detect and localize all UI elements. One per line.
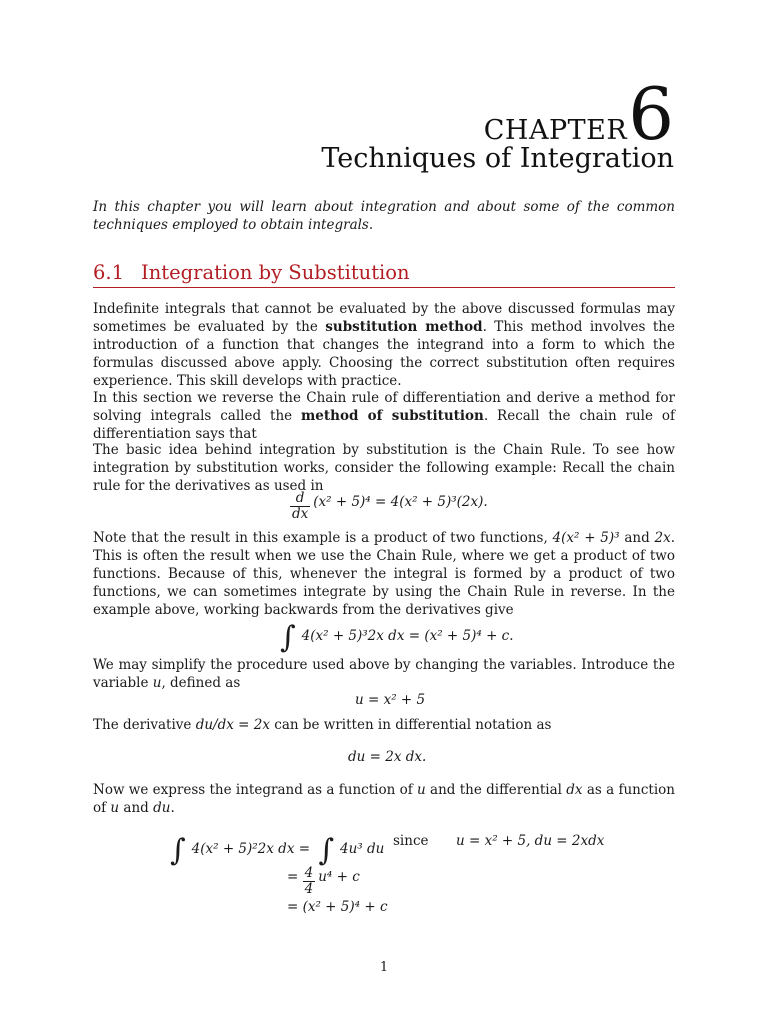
- substitution-left: 4(x² + 5)²2x dx =: [191, 841, 311, 857]
- p2-text-c: . Recall the chain rule of differentiation says that: [93, 408, 675, 442]
- paragraph-7: [93, 781, 675, 817]
- p4-math-b: 4(x² + 5)³: [552, 530, 620, 546]
- paragraph-5: [93, 656, 675, 692]
- chapter-heading: [483, 72, 674, 156]
- p7-text-a: Now we express the integrand as a function of: [93, 782, 418, 798]
- equation-substitution-line3: = (x² + 5)⁴ + c: [287, 899, 388, 915]
- chapter-number: 6: [628, 72, 674, 156]
- section-number: 6.1: [93, 261, 125, 284]
- section-title: Integration by Substitution: [141, 261, 410, 284]
- p7-text-i: .: [170, 800, 175, 816]
- p4-text-e: . This is often the result when we use the Chain Rule, where we get a product of two functions. Because of this, whenever the integral is formed by a product of two functions, we can sometimes integrate by using the Chain Rule in reverse. In the example above, working backwards from the derivatives give: [93, 530, 676, 618]
- paragraph-2: [93, 389, 675, 443]
- p7-text-c: and the differential: [425, 782, 567, 798]
- paragraph-1: [93, 300, 675, 390]
- chapter-title: Techniques of Integration: [321, 143, 674, 174]
- fraction-denominator: 4: [304, 881, 314, 897]
- substitution-line2-body: u⁴ + c: [318, 869, 360, 885]
- p2-text-a: In this section we reverse the Chain rule of differentiation and derive a method for solving integrals called the: [93, 390, 675, 424]
- fraction-d-dx: [290, 491, 310, 522]
- p6-text-c: can be written in differential notation as: [269, 717, 552, 733]
- p5-text-c: , defined as: [161, 675, 241, 691]
- p6-math-b: du/dx = 2x: [195, 717, 270, 733]
- p1-bold-term: substitution method: [325, 319, 483, 335]
- p7-math-u: u: [417, 782, 426, 798]
- integral-sign-icon: ∫: [170, 833, 186, 868]
- equation-integral-body: 4(x² + 5)³2x dx = (x² + 5)⁴ + c.: [301, 628, 514, 644]
- equation-substitution-line1: [170, 833, 384, 868]
- equation-derivative-body: (x² + 5)⁴ = 4(x² + 5)³(2x).: [313, 494, 488, 510]
- equation-integral-example: [280, 620, 514, 655]
- p7-text-e: as a function of: [93, 782, 675, 816]
- p5-math-u: u: [152, 675, 162, 691]
- paragraph-3: The basic idea behind integration by substitution is the Chain Rule. To see how integration by substitution works, consider the following example: Recall the chain rule for the derivatives as used in: [93, 442, 675, 494]
- p4-text-c: and: [619, 530, 655, 546]
- p2-bold-term: method of substitution: [301, 408, 484, 424]
- p7-math-dx: dx: [566, 782, 583, 798]
- equation-substitution-condition: u = x² + 5, du = 2xdx: [456, 833, 605, 849]
- fraction-numerator: 4: [304, 865, 314, 881]
- fraction-denominator: dx: [292, 506, 309, 522]
- p7-text-g: and: [119, 800, 154, 816]
- substitution-right: 4u³ du: [339, 841, 385, 857]
- paragraph-6: [93, 716, 675, 734]
- p6-text-a: The derivative: [93, 717, 196, 733]
- chapter-intro: In this chapter you will learn about integration and about some of the common techniques employed to obtain integrals.: [93, 199, 675, 233]
- chapter-word: CHAPTER: [483, 115, 628, 146]
- paragraph-4: [93, 529, 675, 619]
- p1-text-a: Indefinite integrals that cannot be evaluated by the above discussed formulas may sometimes be evaluated by the: [93, 301, 675, 335]
- equation-since: [393, 833, 429, 849]
- fraction-numerator: d: [290, 491, 310, 507]
- p7-math-du: du: [153, 800, 171, 816]
- integral-sign-icon: ∫: [280, 620, 296, 655]
- p7-math-u2: u: [110, 800, 120, 816]
- p1-text-c: . This method involves the introduction of a function that changes the integrand into a form to which the formulas discussed above apply. Choosing the correct substitution often requires experience. This skill develops with practice.: [93, 319, 675, 389]
- equation-derivative: [290, 491, 488, 522]
- section-heading: [93, 261, 675, 288]
- equation-differential: du = 2x dx.: [348, 749, 427, 765]
- page-number: 1: [379, 960, 389, 975]
- p4-text-a: Note that the result in this example is a product of two functions,: [93, 530, 553, 546]
- p4-math-d: 2x: [654, 530, 671, 546]
- equals-sign: =: [287, 869, 299, 885]
- fraction-4-4: [303, 866, 316, 897]
- integral-sign-icon: ∫: [318, 833, 334, 868]
- since-word: since: [393, 833, 429, 849]
- equation-u-definition: u = x² + 5: [355, 692, 426, 708]
- p5-text-a: We may simplify the procedure used above by changing the variables. Introduce the variable: [93, 657, 675, 691]
- equation-substitution-line2: [287, 866, 360, 897]
